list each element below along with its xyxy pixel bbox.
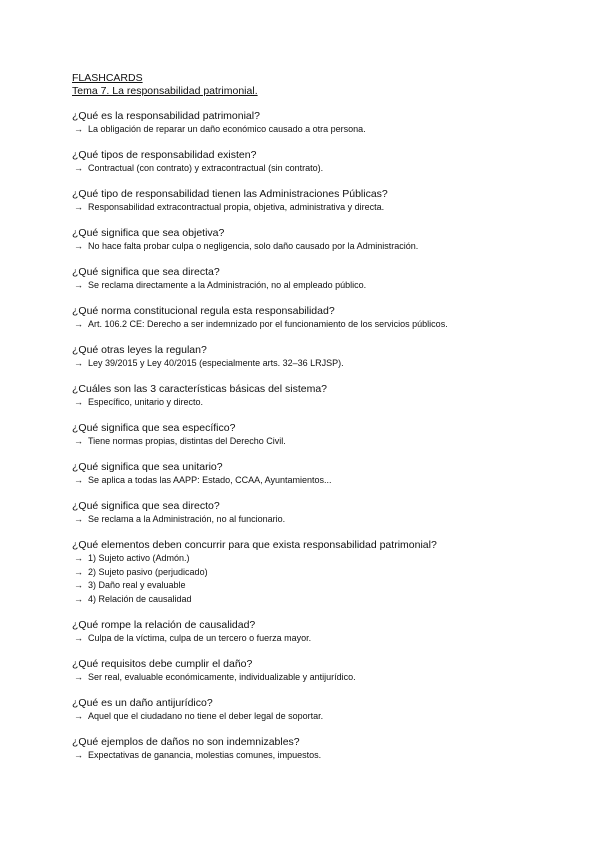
answer-text: Culpa de la víctima, culpa de un tercero o fuerza mayor. — [88, 632, 312, 643]
answer-text: Se aplica a todas las AAPP: Estado, CCAA, Ayuntamientos... — [88, 475, 332, 485]
flashcard-answer — [72, 201, 552, 215]
document-page — [72, 72, 552, 762]
answer-text: La obligación de reparar un daño económico causado a otra persona. — [88, 124, 366, 134]
answer-text: Expectativas de ganancia, molestias comunes, impuestos. — [88, 749, 322, 760]
flashcard-question: ¿Qué requisitos debe cumplir el daño? — [72, 657, 253, 670]
arrow-icon: → — [74, 358, 83, 368]
answer-text: Ley 39/2015 y Ley 40/2015 (especialmente arts. 32–36 LRJSP). — [88, 358, 344, 368]
answer-text: Contractual (con contrato) y extracontractual (sin contrato). — [88, 163, 324, 173]
flashcard — [72, 461, 552, 488]
flashcard-answer — [72, 632, 552, 646]
flashcard-answer — [72, 749, 552, 763]
flashcard-answer — [72, 579, 552, 593]
answer-text: Responsabilidad extracontractual propia, objetiva, administrativa y directa. — [88, 202, 385, 212]
flashcard-answer — [72, 671, 552, 685]
answer-text: Se reclama directamente a la Administración, no al empleado público. — [88, 280, 367, 290]
answer-text: Tiene normas propias, distintas del Derecho Civil. — [88, 436, 286, 446]
flashcard-question: ¿Qué tipo de responsabilidad tienen las Administraciones Públicas? — [72, 188, 388, 200]
flashcard — [72, 736, 552, 763]
answer-text: 1) Sujeto activo (Admón.) — [88, 553, 190, 563]
arrow-icon: → — [74, 593, 83, 604]
arrow-icon: → — [74, 202, 83, 212]
answer-text: Específico, unitario y directo. — [88, 397, 204, 407]
flashcard-answer — [72, 162, 552, 176]
flashcard-answer — [72, 593, 552, 607]
answer-text: Aquel que el ciudadano no tiene el deber legal de soportar. — [88, 710, 324, 721]
flashcard-answer — [72, 566, 552, 580]
arrow-icon: → — [74, 241, 83, 251]
flashcard-question: ¿Qué significa que sea directo? — [72, 500, 220, 512]
flashcard-question: ¿Qué otras leyes la regulan? — [72, 344, 207, 356]
flashcard-question: ¿Qué ejemplos de daños no son indemnizables? — [72, 735, 300, 748]
flashcard-question: ¿Qué rompe la relación de causalidad? — [72, 618, 256, 631]
flashcard — [72, 383, 552, 410]
answer-text: No hace falta probar culpa o negligencia, solo daño causado por la Administración. — [88, 241, 419, 251]
arrow-icon: → — [74, 553, 83, 563]
arrow-icon: → — [74, 280, 83, 290]
arrow-icon: → — [74, 163, 83, 173]
answer-text: 4) Relación de causalidad — [88, 593, 192, 604]
arrow-icon: → — [74, 580, 83, 590]
answer-text: Art. 106.2 CE: Derecho a ser indemnizado por el funcionamiento de los servicios públicos. — [88, 319, 448, 329]
flashcard — [72, 500, 552, 527]
flashcard-list — [72, 110, 552, 762]
flashcard-answer — [72, 396, 552, 410]
flashcard-answer — [72, 123, 552, 137]
flashcard — [72, 227, 552, 254]
answer-text: Ser real, evaluable económicamente, individualizable y antijurídico. — [88, 671, 356, 682]
flashcard — [72, 149, 552, 176]
arrow-icon: → — [74, 475, 83, 485]
arrow-icon: → — [74, 632, 83, 643]
arrow-icon: → — [74, 436, 83, 446]
flashcard-answer — [72, 552, 552, 566]
flashcard-answer — [72, 279, 552, 293]
flashcard — [72, 539, 552, 606]
flashcard — [72, 658, 552, 685]
arrow-icon: → — [74, 710, 83, 721]
flashcard-question: ¿Qué significa que sea objetiva? — [72, 227, 225, 239]
flashcard-answer — [72, 513, 552, 527]
flashcard — [72, 188, 552, 215]
flashcard-answer — [72, 435, 552, 449]
flashcard — [72, 697, 552, 724]
flashcard-question: ¿Qué significa que sea específico? — [72, 422, 236, 434]
flashcard-question: ¿Qué es un daño antijurídico? — [72, 696, 213, 709]
flashcard — [72, 422, 552, 449]
flashcard-question: ¿Qué tipos de responsabilidad existen? — [72, 149, 257, 161]
flashcard-answer — [72, 318, 552, 332]
answer-text: Se reclama a la Administración, no al funcionario. — [88, 514, 286, 524]
flashcard-question: ¿Qué norma constitucional regula esta responsabilidad? — [72, 305, 335, 317]
flashcard — [72, 305, 552, 332]
flashcard-question: ¿Qué significa que sea unitario? — [72, 461, 223, 473]
arrow-icon: → — [74, 671, 83, 682]
flashcard-answer — [72, 357, 552, 371]
flashcard — [72, 344, 552, 371]
flashcard-question: ¿Qué significa que sea directa? — [72, 266, 220, 278]
flashcard — [72, 619, 552, 646]
flashcard-question: ¿Cuáles son las 3 características básicas del sistema? — [72, 383, 328, 395]
answer-text: 2) Sujeto pasivo (perjudicado) — [88, 566, 208, 577]
arrow-icon: → — [74, 514, 83, 524]
flashcard-answer — [72, 240, 552, 254]
flashcard-question: ¿Qué elementos deben concurrir para que exista responsabilidad patrimonial? — [72, 539, 437, 551]
arrow-icon: → — [74, 749, 83, 760]
arrow-icon: → — [74, 397, 83, 407]
arrow-icon: → — [74, 566, 83, 577]
flashcard — [72, 110, 552, 137]
answer-text: 3) Daño real y evaluable — [88, 580, 186, 590]
document-title: FLASHCARDS — [72, 72, 143, 84]
arrow-icon: → — [74, 124, 83, 134]
flashcard-question: ¿Qué es la responsabilidad patrimonial? — [72, 110, 260, 122]
flashcard — [72, 266, 552, 293]
arrow-icon: → — [74, 319, 83, 329]
flashcard-answer — [72, 710, 552, 724]
document-subtitle: Tema 7. La responsabilidad patrimonial. — [72, 85, 258, 97]
flashcard-answer — [72, 474, 552, 488]
